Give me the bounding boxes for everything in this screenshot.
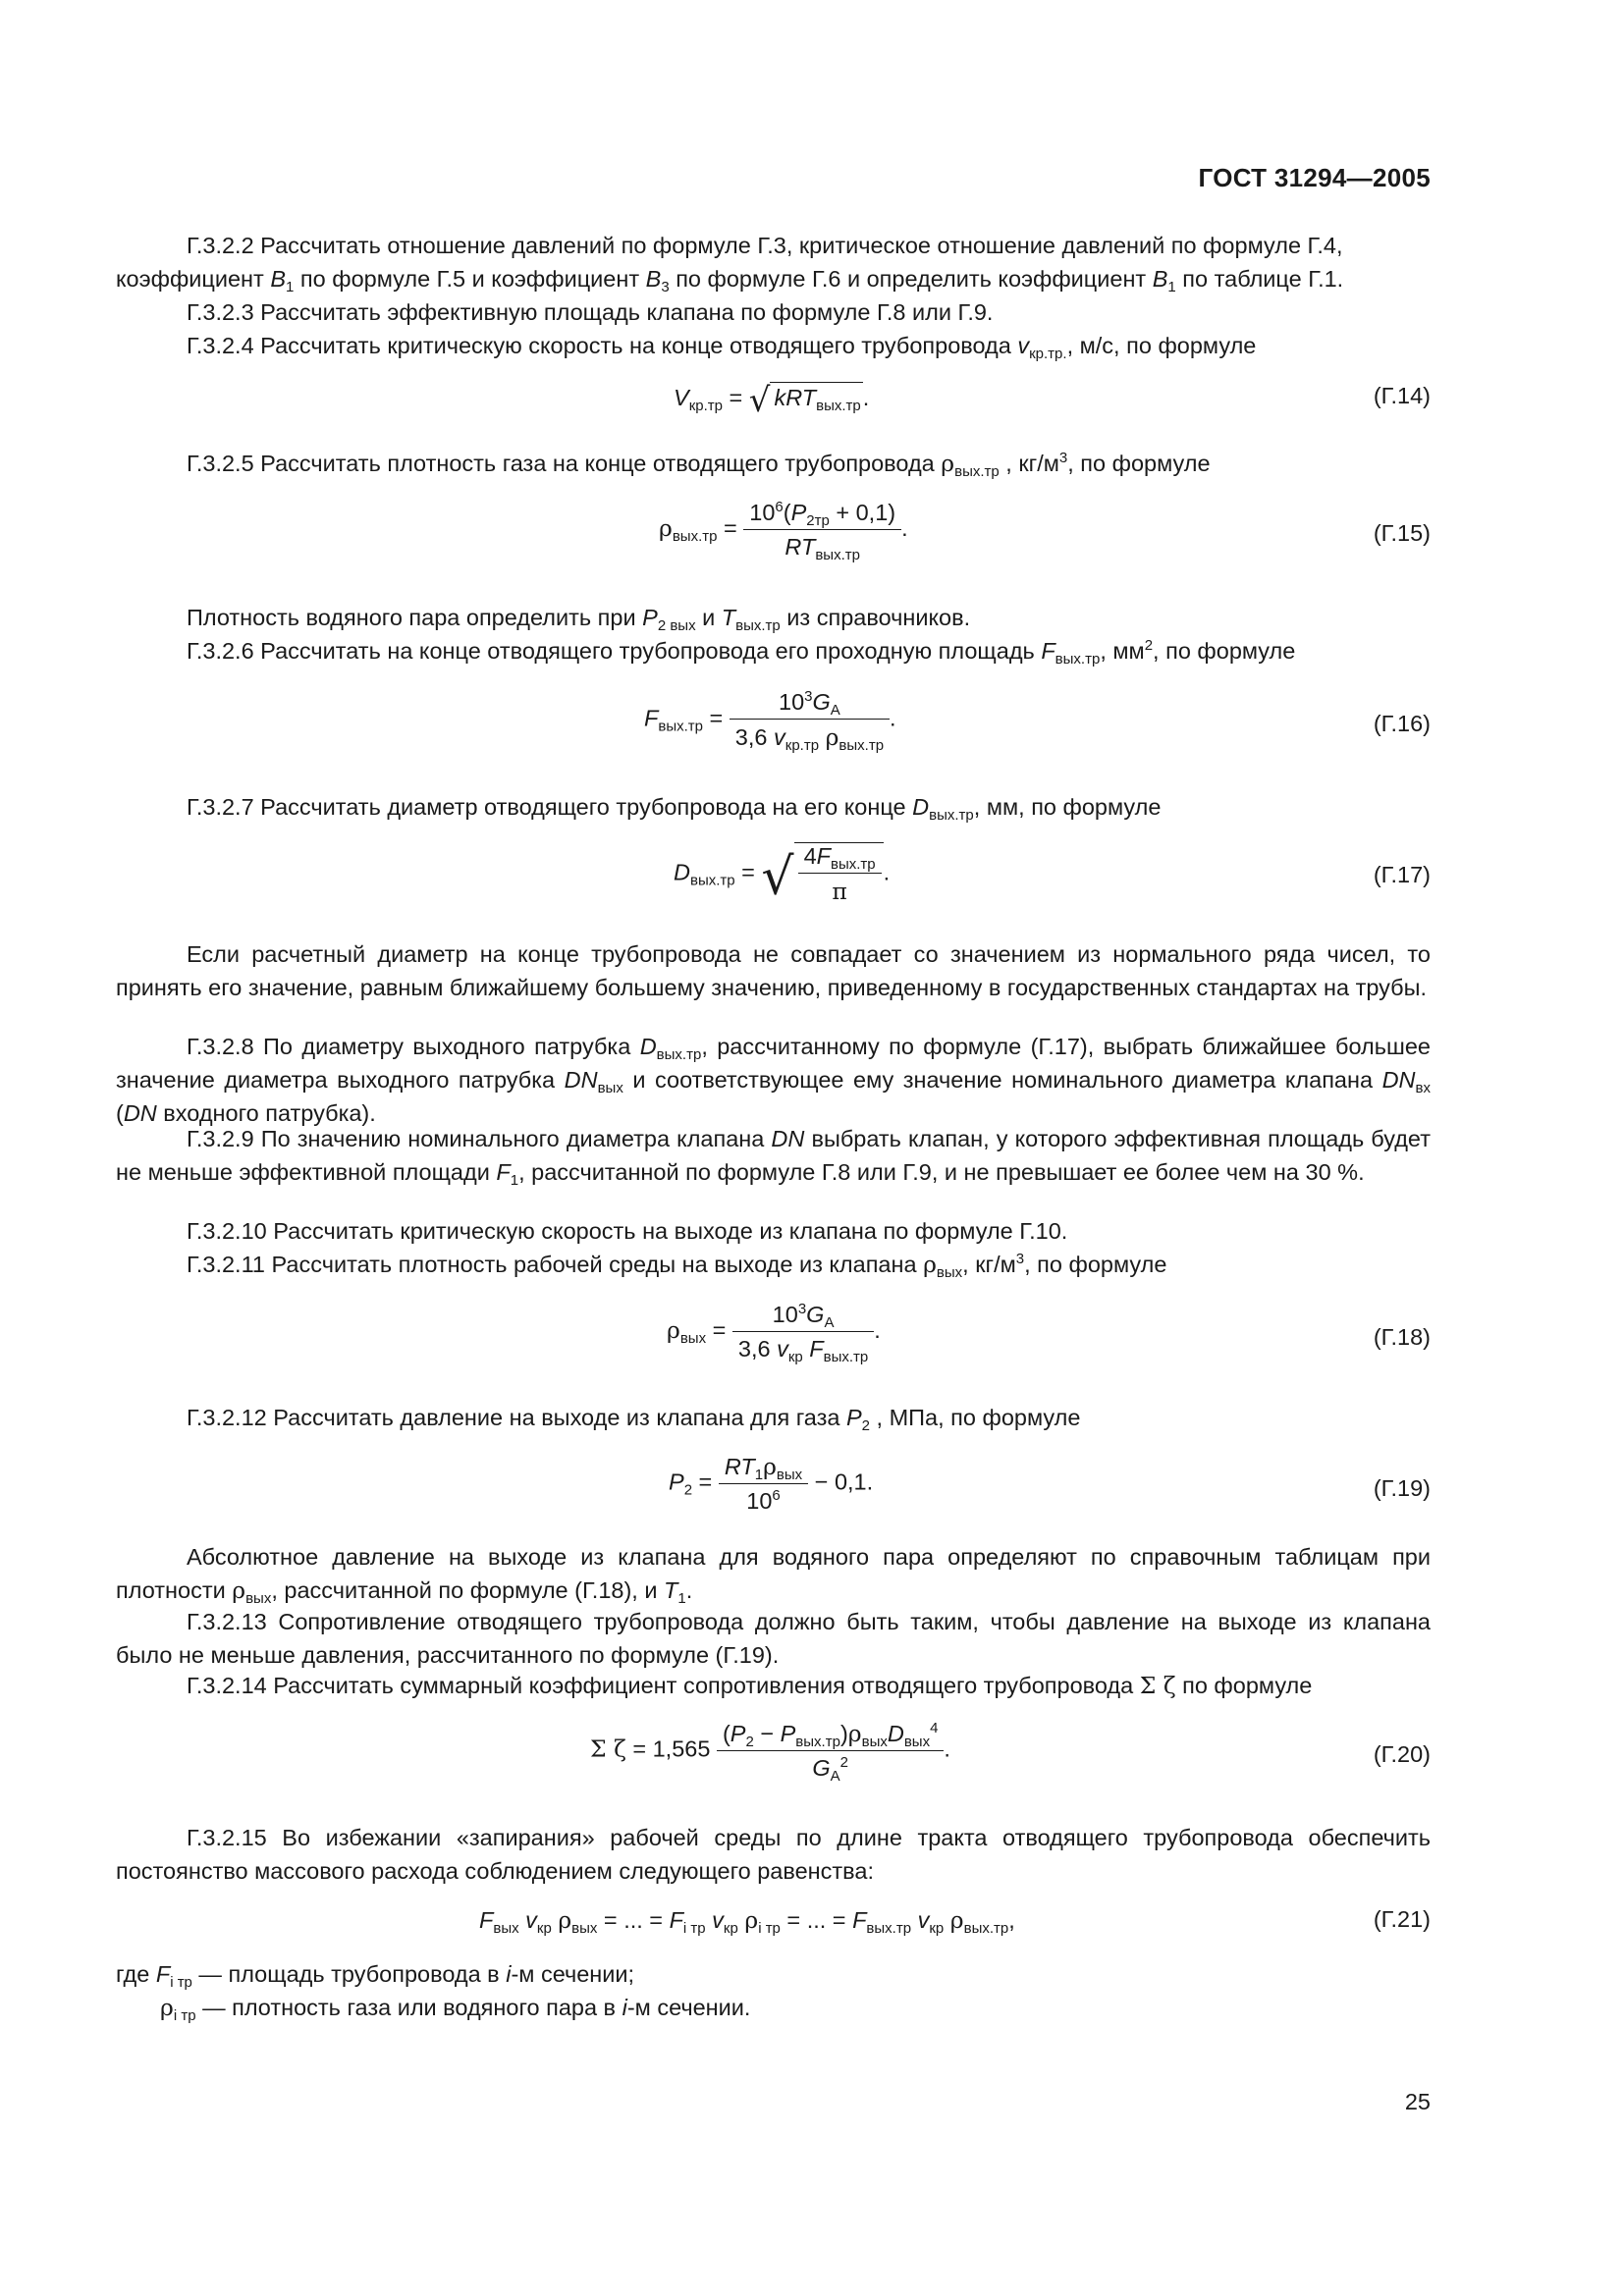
formula-g16 — [644, 688, 896, 754]
text: . — [862, 385, 870, 410]
paragraph-g3-2-8 — [116, 1030, 1431, 1130]
subscript: A — [824, 1314, 835, 1331]
symbol: G — [812, 689, 831, 715]
text: Г.3.2.2 Рассчитать отношение давлений по формуле Г.3, критическое отношение давлений по формуле Г.4, — [187, 233, 1343, 258]
operator: = — [717, 515, 744, 542]
symbol: RT — [724, 1454, 755, 1479]
symbol: ρ — [667, 1316, 680, 1345]
text: = 1,565 — [625, 1735, 717, 1762]
denominator — [717, 1751, 944, 1785]
symbol: B — [645, 266, 662, 292]
equation-number: (Г.14) — [1373, 383, 1431, 408]
operator: − — [753, 1721, 781, 1746]
text: 10 — [749, 500, 776, 525]
text: где — [116, 1961, 156, 1987]
symbol: DN — [123, 1100, 157, 1126]
operator: = — [703, 705, 730, 731]
formula-g19 — [669, 1453, 873, 1515]
text: , по формуле — [1024, 1252, 1167, 1277]
text: и — [695, 605, 722, 630]
symbol: D — [887, 1721, 904, 1746]
text: Г.3.2.5 Рассчитать плотность газа на конце отводящего трубопровода — [187, 451, 942, 476]
subscript: i тр — [682, 1920, 706, 1937]
text: , рассчитанной по формуле (Г.18), и — [271, 1577, 665, 1603]
symbol: v — [1017, 333, 1030, 358]
subscript: 1 — [286, 279, 295, 295]
equation-number: (Г.15) — [1373, 520, 1431, 546]
subscript: вых.тр — [929, 807, 974, 824]
symbol: Σ ζ — [590, 1735, 626, 1763]
subscript: 2 вых — [657, 617, 696, 634]
symbol: v — [917, 1907, 930, 1933]
formula-g15 — [659, 500, 908, 561]
text: выбрать клапан, у которого эффективная площадь будет не меньше эффективной площади — [116, 1126, 1431, 1185]
text: коэффициент — [116, 266, 271, 292]
symbol: P — [790, 500, 807, 525]
operator: = — [734, 859, 762, 885]
symbol: ρ — [160, 1994, 174, 2021]
text: Г.3.2.6 Рассчитать на конце отводящего трубопровода его проходную площадь — [187, 638, 1042, 664]
denominator — [719, 1484, 808, 1515]
subscript: кр.тр. — [1029, 346, 1067, 362]
symbol: ρ — [825, 723, 839, 751]
subscript: вых.тр — [795, 1734, 840, 1750]
subscript: вых.тр — [815, 547, 860, 563]
symbol: B — [1152, 266, 1168, 292]
text: , мм, по формуле — [973, 794, 1162, 820]
text: входного патрубка). — [156, 1100, 376, 1126]
numerator — [798, 843, 882, 874]
text: и соответствующее ему значение номинального диаметра клапана — [622, 1067, 1382, 1093]
text: + 0,1) — [829, 500, 896, 525]
subscript: вых.тр — [735, 617, 781, 634]
text: 3,6 — [734, 724, 774, 750]
paragraph-g3-2-12 — [116, 1401, 1431, 1434]
paragraph-g3-2-14 — [116, 1669, 1431, 1702]
subscript: вых.тр — [954, 463, 1000, 480]
subscript: вх — [1415, 1080, 1431, 1096]
text: Г.3.2.13 Сопротивление отводящего трубопровода должно быть таким, чтобы давление на выходе из клапана было не меньше давления, рассчитанного по формуле (Г.19). — [116, 1609, 1431, 1668]
equation-number: (Г.16) — [1373, 711, 1431, 736]
equation-number: (Г.19) — [1373, 1475, 1431, 1501]
text: . — [883, 859, 891, 885]
text: Г.3.2.9 По значению номинального диаметра клапана — [187, 1126, 772, 1151]
numerator: $(P_2 - P_{вых.тр})\rho_{вых}D_{вых}^4$ — [717, 1720, 944, 1751]
subscript: кр — [929, 1920, 945, 1937]
subscript: кр — [536, 1920, 552, 1937]
text: − 0,1. — [808, 1468, 874, 1495]
text: , по формуле — [1067, 451, 1211, 476]
subscript: i тр — [173, 2007, 196, 2024]
subscript: 2тр — [806, 512, 830, 529]
paragraph-g3-2-4 — [116, 329, 1431, 362]
formula-g18 — [667, 1301, 881, 1365]
equation-number: (Г.21) — [1373, 1906, 1431, 1932]
paragraph-g3-2-2-cont — [116, 262, 1431, 295]
paragraph-g3-2-6 — [116, 634, 1431, 667]
fraction — [798, 843, 882, 905]
superscript: 2 — [839, 1754, 848, 1771]
symbol: F — [479, 1907, 494, 1933]
denominator: π — [832, 878, 847, 905]
formula-g14 — [674, 381, 869, 420]
paragraph-absolute-pressure — [116, 1540, 1431, 1607]
equation-number: (Г.17) — [1373, 862, 1431, 887]
denominator — [732, 1332, 874, 1365]
text: -м сечении. — [626, 1995, 751, 2020]
text: — плотность газа или водяного пара в — [195, 1995, 622, 2020]
operator: = — [722, 385, 749, 410]
subscript: 2 — [683, 1481, 693, 1499]
subscript: 2 — [745, 1734, 754, 1750]
text: Абсолютное давление на выходе из клапана для водяного пара определяют по справочным таблицам при плотности — [116, 1544, 1431, 1603]
subscript: кр — [723, 1920, 738, 1937]
subscript: вых.тр — [839, 737, 885, 754]
symbol: G — [812, 1755, 831, 1781]
subscript: i тр — [170, 1974, 192, 1991]
symbol: DN — [564, 1067, 598, 1093]
text: , — [1008, 1907, 1015, 1933]
text: по формуле Г.6 и определить коэффициент — [669, 266, 1153, 292]
text: , рассчитанному по формуле (Г.17), выбрать ближайшее большее значение диаметра выходного патрубка — [116, 1034, 1432, 1093]
symbol: F — [155, 1961, 171, 1987]
symbol: D — [912, 794, 930, 820]
paragraph-diameter-note — [116, 937, 1431, 1004]
numerator — [730, 689, 890, 720]
symbol: ρ — [558, 1906, 572, 1934]
symbol: F — [852, 1907, 867, 1933]
subscript: вых.тр — [658, 718, 703, 735]
page-number: 25 — [1404, 2089, 1431, 2114]
subscript: вых.тр — [656, 1046, 702, 1063]
subscript: вых — [861, 1734, 888, 1750]
text: 4 — [803, 843, 817, 869]
symbol: i — [622, 1995, 627, 2020]
paragraph-g3-2-10 — [116, 1214, 1431, 1248]
subscript: вых.тр — [831, 856, 876, 873]
formula-g21 — [479, 1906, 1015, 1937]
text: по формуле — [1175, 1673, 1313, 1698]
symbol: ρ — [949, 1906, 964, 1934]
text: , кг/м — [962, 1252, 1016, 1277]
paragraph-g3-2-15 — [116, 1821, 1431, 1888]
text: Г.3.2.4 Рассчитать критическую скорость на конце отводящего трубопровода — [187, 333, 1018, 358]
subscript: 3 — [661, 279, 670, 295]
subscript: вых.тр — [672, 528, 718, 546]
text: по формуле Г.5 и коэффициент — [294, 266, 646, 292]
paragraph-g3-2-11 — [116, 1248, 1431, 1281]
subscript: вых — [493, 1920, 519, 1937]
superscript: 4 — [930, 1720, 939, 1736]
text: Г.3.2.3 Рассчитать эффективную площадь клапана по формуле Г.8 или Г.9. — [187, 299, 994, 325]
text: , рассчитанной по формуле Г.8 или Г.9, и не превышает ее более чем на 30 %. — [518, 1159, 1365, 1185]
text: Плотность водяного пара определить при — [187, 605, 643, 630]
subscript: 1 — [510, 1172, 519, 1189]
subscript: 1 — [677, 1590, 686, 1607]
symbol: T — [721, 605, 736, 630]
symbol: RT — [784, 534, 816, 560]
text: . — [874, 1317, 881, 1344]
sqrt-sign: √ — [761, 847, 794, 907]
numerator — [743, 500, 901, 530]
symbol: G — [806, 1302, 825, 1327]
text: Г.3.2.14 Рассчитать суммарный коэффициент сопротивления отводящего трубопровода — [187, 1673, 1140, 1698]
symbol: ρ — [232, 1576, 246, 1604]
symbol: B — [270, 266, 287, 292]
text: Г.3.2.12 Рассчитать давление на выходе из клапана для газа — [187, 1405, 846, 1430]
fraction — [730, 688, 890, 754]
symbol: ρ — [763, 1453, 777, 1480]
symbol: P — [845, 1405, 862, 1430]
radicand — [794, 842, 884, 905]
document-id: ГОСТ 31294—2005 — [1198, 163, 1431, 192]
symbol: F — [669, 1907, 683, 1933]
subscript: A — [830, 702, 840, 719]
text: Г.3.2.10 Рассчитать критическую скорость на выходе из клапана по формуле Г.10. — [187, 1218, 1068, 1244]
equation-number: (Г.20) — [1373, 1741, 1431, 1767]
subscript: 1 — [1167, 279, 1176, 295]
operator: = ... = — [780, 1907, 853, 1933]
subscript: A — [830, 1768, 840, 1785]
superscript: 3 — [1058, 450, 1068, 466]
subscript: вых — [776, 1467, 803, 1483]
symbol: ρ — [923, 1251, 937, 1278]
superscript: 6 — [772, 1487, 781, 1504]
symbol: D — [639, 1034, 657, 1059]
subscript: вых.тр — [1055, 651, 1101, 667]
superscript: 2 — [1144, 637, 1154, 654]
symbol: DN — [1381, 1067, 1416, 1093]
symbol: v — [777, 1336, 788, 1362]
text: . — [685, 1577, 693, 1603]
text: , МПа, по формуле — [870, 1405, 1081, 1430]
text: из справочников. — [780, 605, 971, 630]
subscript: вых.тр — [866, 1920, 912, 1937]
paragraph-g3-2-2 — [116, 229, 1431, 262]
paragraph-g3-2-7 — [116, 790, 1431, 824]
symbol: P — [642, 605, 658, 630]
text: — площадь трубопровода в — [191, 1961, 507, 1987]
superscript: 3 — [804, 688, 813, 705]
superscript: 3 — [1015, 1251, 1025, 1267]
text: , м/с, по формуле — [1066, 333, 1257, 358]
symbol: F — [816, 843, 831, 869]
where-line-area — [116, 1957, 1431, 1991]
symbol: ρ — [847, 1720, 862, 1747]
paragraph-g3-2-5 — [116, 447, 1431, 480]
paragraph-g3-2-13 — [116, 1605, 1431, 1672]
text: ( — [783, 500, 791, 525]
symbol: P — [730, 1721, 746, 1746]
text: 3,6 — [737, 1336, 778, 1362]
paragraph-steam-density — [116, 601, 1431, 634]
subscript: вых.тр — [816, 398, 861, 414]
subscript: i тр — [758, 1920, 781, 1937]
text: Г.3.2.15 Во избежании «запирания» рабочей среды по длине тракта отводящего трубопровода обеспечить постоянство массового расхода соблюдением следующего равенства: — [116, 1825, 1431, 1884]
text: . — [890, 705, 896, 731]
subscript: кр — [787, 1349, 803, 1365]
text: , мм — [1100, 638, 1145, 664]
symbol: D — [674, 859, 690, 885]
superscript: 6 — [775, 499, 784, 515]
text: ( — [116, 1100, 124, 1126]
text: Г.3.2.11 Рассчитать плотность рабочей среды на выходе из клапана — [187, 1252, 924, 1277]
paragraph-g3-2-9 — [116, 1122, 1431, 1189]
subscript: вых.тр — [823, 1349, 869, 1365]
symbol: v — [525, 1907, 537, 1933]
symbol: F — [496, 1159, 511, 1185]
denominator — [743, 530, 901, 561]
symbol: P — [669, 1468, 684, 1495]
equation-number: (Г.18) — [1373, 1324, 1431, 1350]
symbol: kRT — [774, 385, 817, 410]
symbol: ρ — [744, 1906, 759, 1934]
text: Если расчетный диаметр на конце трубопровода не совпадает со значением из нормального ряда чисел, то принять его значение, равным ближайшему большему значению, приведенному в государственных стандартах на трубы. — [116, 941, 1431, 1000]
text: . — [901, 515, 908, 542]
symbol: F — [644, 705, 659, 731]
text: по таблице Г.1. — [1175, 266, 1344, 292]
denominator — [730, 720, 890, 754]
formula-g20 — [590, 1720, 950, 1785]
paragraph-g3-2-3 — [116, 295, 1431, 329]
subscript: кр.тр — [688, 398, 723, 414]
subscript: вых — [936, 1264, 963, 1281]
text: 10 — [779, 689, 805, 715]
subscript: вых — [245, 1590, 272, 1607]
sqrt-sign: √ — [748, 381, 771, 420]
subscript: вых.тр — [963, 1920, 1009, 1937]
symbol: V — [674, 385, 689, 410]
symbol: ρ — [659, 514, 673, 543]
subscript: вых — [679, 1330, 707, 1348]
subscript: 1 — [754, 1467, 764, 1483]
text: 10 — [746, 1488, 773, 1514]
numerator — [732, 1302, 874, 1332]
subscript: вых.тр — [689, 872, 735, 889]
symbol: i — [506, 1961, 512, 1987]
numerator — [719, 1453, 808, 1484]
subscript: вых — [597, 1080, 623, 1096]
subscript: 2 — [861, 1417, 870, 1434]
subscript: вых — [903, 1734, 931, 1750]
symbol: DN — [771, 1126, 805, 1151]
formula-g17 — [674, 842, 890, 907]
subscript: кр.тр — [784, 737, 820, 754]
fraction — [719, 1453, 808, 1515]
subscript: вых — [571, 1920, 598, 1937]
symbol: F — [809, 1336, 824, 1362]
text: , кг/м — [999, 451, 1059, 476]
symbol: v — [712, 1907, 724, 1933]
symbol: P — [780, 1721, 796, 1746]
operator: = — [692, 1468, 719, 1495]
text: 10 — [772, 1302, 798, 1327]
text: Г.3.2.8 По диаметру выходного патрубка — [187, 1034, 640, 1059]
text: Г.3.2.7 Рассчитать диаметр отводящего трубопровода на его конце — [187, 794, 913, 820]
symbol: v — [774, 724, 785, 750]
radicand — [770, 382, 862, 414]
symbol: T — [664, 1577, 678, 1603]
text: . — [944, 1735, 950, 1762]
text: , по формуле — [1153, 638, 1296, 664]
fraction — [732, 1301, 874, 1365]
superscript: 3 — [797, 1301, 807, 1317]
fraction — [743, 500, 901, 561]
text: -м сечении; — [511, 1961, 635, 1987]
operator: = ... = — [597, 1907, 670, 1933]
symbol: F — [1041, 638, 1055, 664]
symbol: Σ ζ — [1139, 1672, 1176, 1699]
fraction — [717, 1720, 944, 1785]
where-line-density — [160, 1991, 1431, 2024]
symbol: ρ — [941, 450, 955, 477]
operator: = — [706, 1317, 732, 1344]
